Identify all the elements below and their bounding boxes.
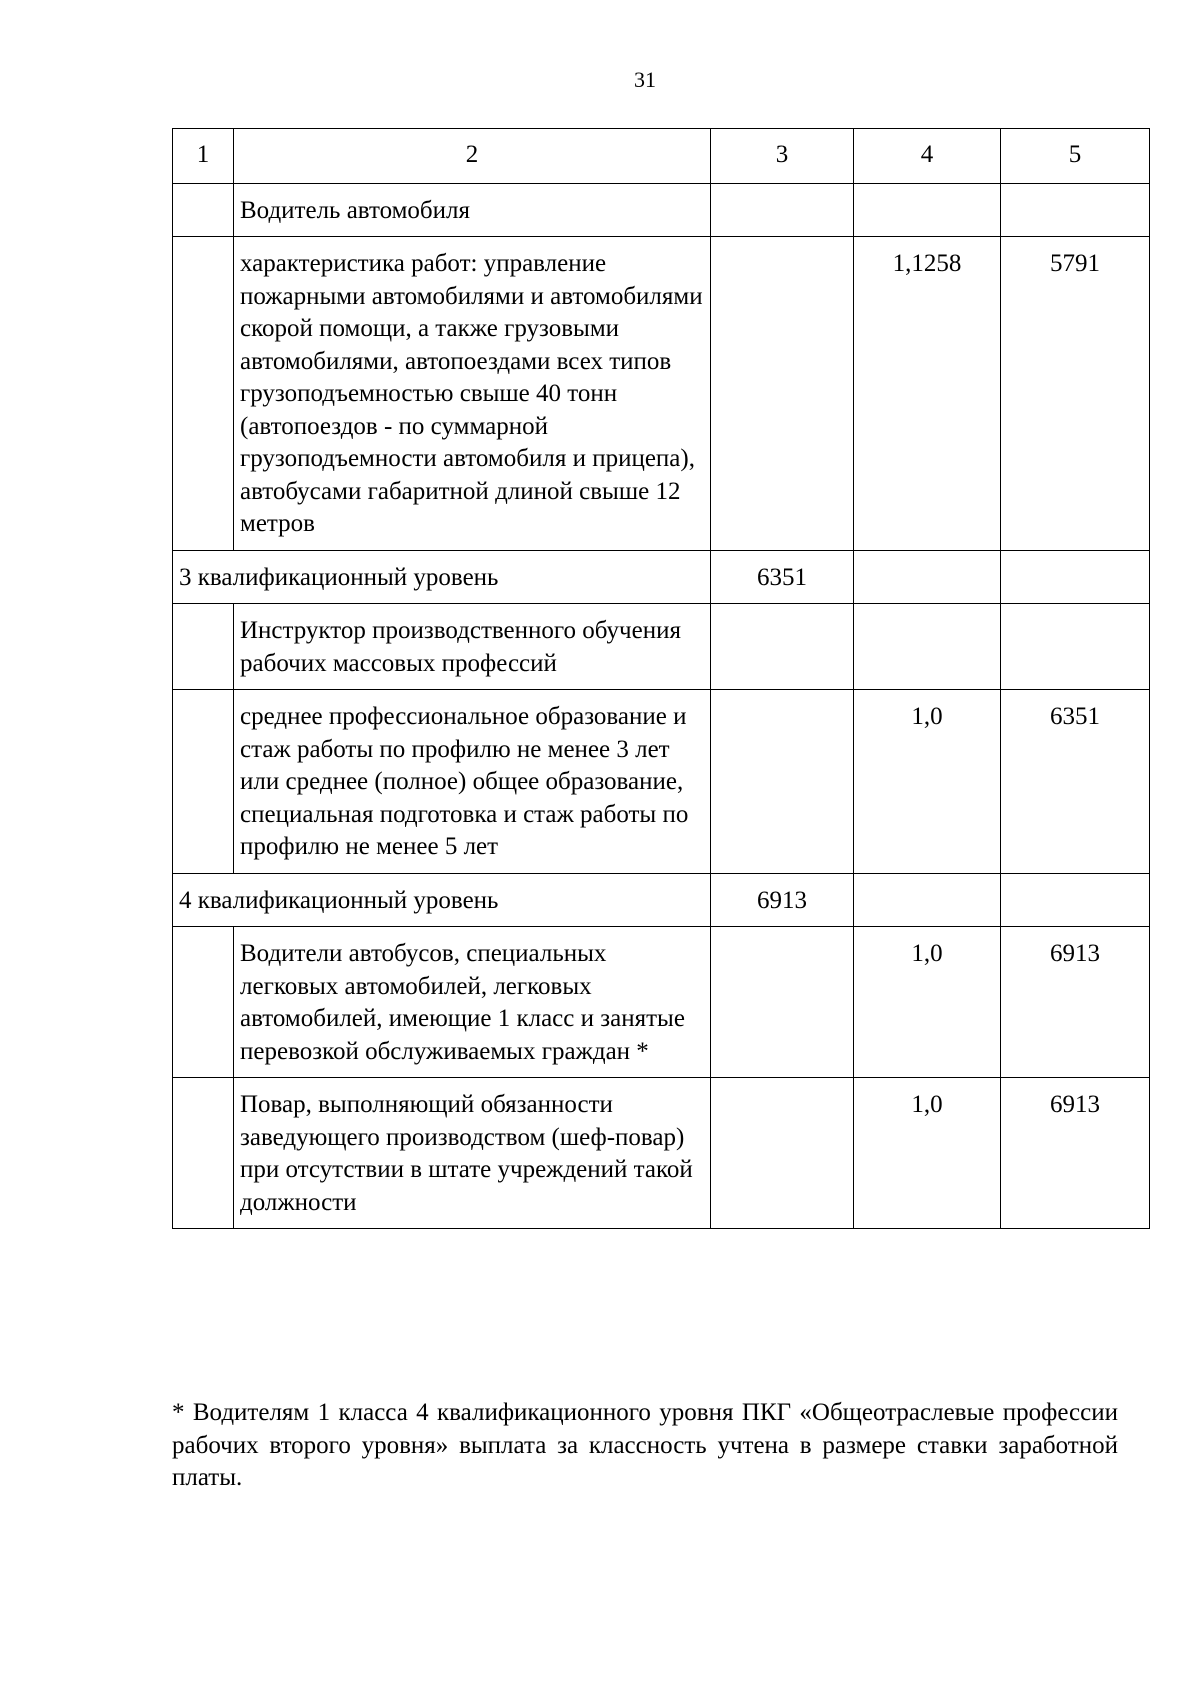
rate-cell: 6351 xyxy=(1001,690,1150,874)
page-number: 31 xyxy=(634,67,656,92)
header-cell-3: 3 xyxy=(711,129,854,184)
coefficient-cell xyxy=(854,604,1001,690)
position-description: среднее профессиональное образование и стаж работы по профилю не менее 3 лет или среднее (полное) общее образование, специальная подготовка и стаж работы по профилю не менее 5 лет xyxy=(234,690,711,874)
table-row xyxy=(173,690,1150,874)
coefficient-cell: 1,0 xyxy=(854,927,1001,1078)
rate-cell xyxy=(1001,604,1150,690)
rate-cell: 6913 xyxy=(1001,1078,1150,1229)
rate-cell: 6913 xyxy=(1001,927,1150,1078)
base-salary-cell: 6913 xyxy=(711,873,854,927)
rate-cell xyxy=(1001,183,1150,237)
base-salary-cell: 6351 xyxy=(711,550,854,604)
base-salary-cell xyxy=(711,604,854,690)
table-row xyxy=(173,237,1150,551)
coefficient-cell: 1,0 xyxy=(854,690,1001,874)
coefficient-cell: 1,1258 xyxy=(854,237,1001,551)
table-row xyxy=(173,1078,1150,1229)
table-header-row xyxy=(173,129,1150,184)
position-description: Повар, выполняющий обязанности заведующего производством (шеф-повар) при отсутствии в штате учреждений такой должности xyxy=(234,1078,711,1229)
rate-cell xyxy=(1001,550,1150,604)
base-salary-cell xyxy=(711,690,854,874)
empty-index-cell xyxy=(173,690,234,874)
header-cell-1: 1 xyxy=(173,129,234,184)
base-salary-cell xyxy=(711,1078,854,1229)
coefficient-cell xyxy=(854,183,1001,237)
empty-index-cell xyxy=(173,1078,234,1229)
qualification-level-name: 3 квалификационный уровень xyxy=(173,550,711,604)
qualification-level-name: 4 квалификационный уровень xyxy=(173,873,711,927)
rate-cell: 5791 xyxy=(1001,237,1150,551)
qualification-level-row xyxy=(173,873,1150,927)
base-salary-cell xyxy=(711,237,854,551)
qualification-level-row xyxy=(173,550,1150,604)
footnote: * Водителям 1 класса 4 квалификационного уровня ПКГ «Общеотраслевые профессии рабочих второго уровня» выплата за классность учтена в размере ставки заработной платы. xyxy=(172,1399,1118,1491)
coefficient-cell: 1,0 xyxy=(854,1078,1001,1229)
header-cell-5: 5 xyxy=(1001,129,1150,184)
coefficient-cell xyxy=(854,873,1001,927)
empty-index-cell xyxy=(173,927,234,1078)
empty-index-cell xyxy=(173,604,234,690)
rate-cell xyxy=(1001,873,1150,927)
position-description: характеристика работ: управление пожарными автомобилями и автомобилями скорой помощи, а также грузовыми автомобилями, автопоездами всех типов грузоподъемностью свыше 40 тонн (автопоездов - по суммарной грузоподъемности автомобиля и прицепа), автобусами габаритной длиной свыше 12 метров xyxy=(234,237,711,551)
empty-index-cell xyxy=(173,183,234,237)
header-cell-4: 4 xyxy=(854,129,1001,184)
base-salary-cell xyxy=(711,927,854,1078)
coefficient-cell xyxy=(854,550,1001,604)
position-description: Водители автобусов, специальных легковых автомобилей, легковых автомобилей, имеющие 1 класс и занятые перевозкой обслуживаемых граждан * xyxy=(234,927,711,1078)
table-row xyxy=(173,927,1150,1078)
salary-table xyxy=(172,128,1150,1229)
base-salary-cell xyxy=(711,183,854,237)
position-description: Водитель автомобиля xyxy=(234,183,711,237)
header-cell-2: 2 xyxy=(234,129,711,184)
empty-index-cell xyxy=(173,237,234,551)
table-row xyxy=(173,604,1150,690)
position-description: Инструктор производственного обучения рабочих массовых профессий xyxy=(234,604,711,690)
table-row xyxy=(173,183,1150,237)
